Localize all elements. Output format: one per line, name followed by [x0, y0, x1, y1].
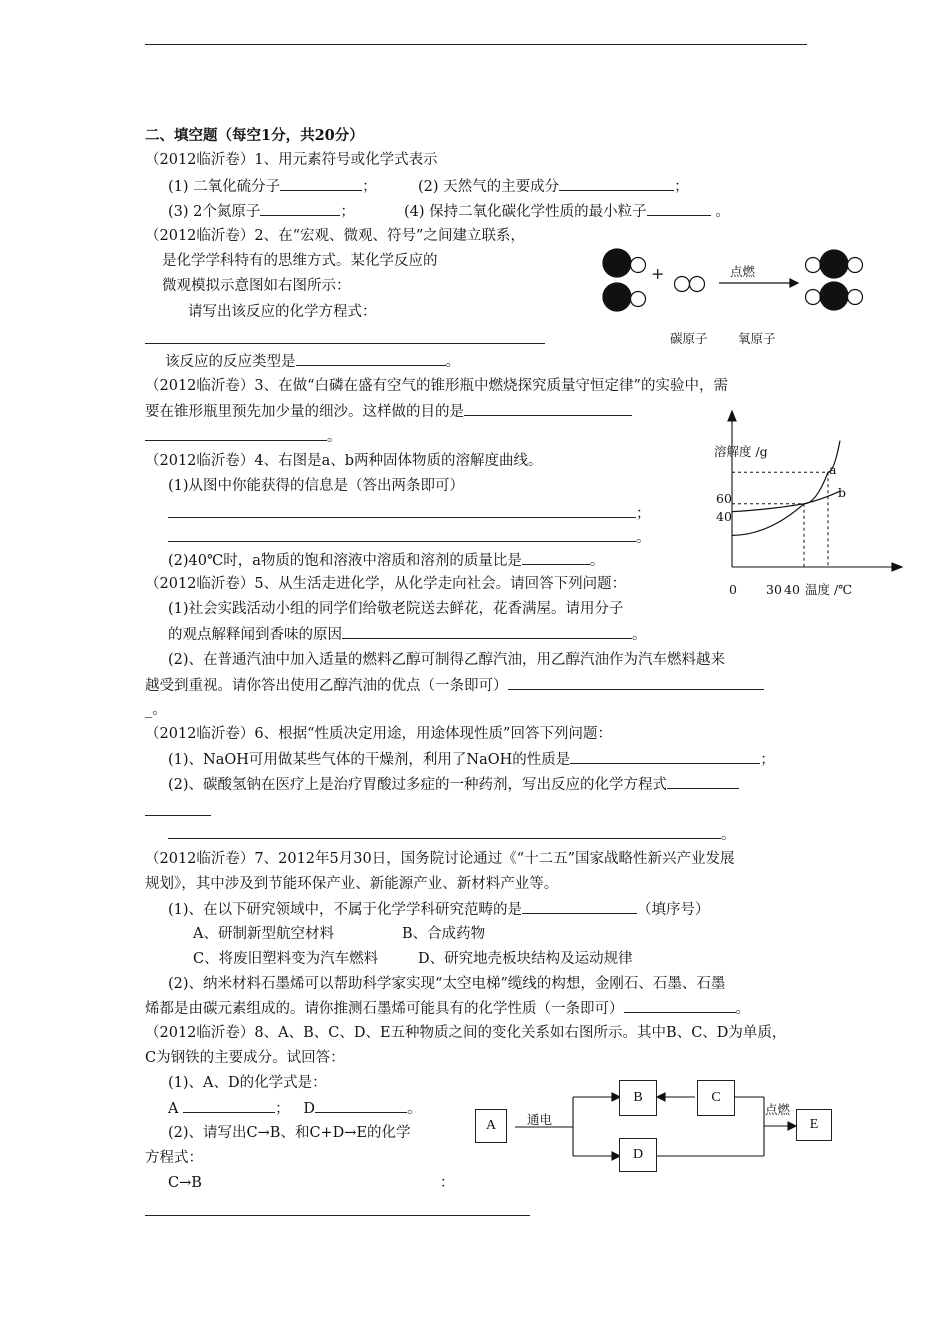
- oxygen-atom: [806, 258, 821, 273]
- q7-option-c: C、将废旧塑料变为汽车燃料: [193, 951, 379, 967]
- carbon-atom: [603, 283, 631, 311]
- q4-line5-tail: 。: [589, 553, 605, 569]
- arrow-to-e: [788, 1122, 796, 1130]
- oxygen-atom: [675, 277, 690, 292]
- legend-oxygen: 氧原子: [738, 331, 776, 346]
- q5-line6: _。: [145, 702, 167, 718]
- q8-line3: (1)、A、D的化学式是：: [168, 1075, 327, 1091]
- q6-blank1[interactable]: [570, 749, 760, 764]
- q6-line3-text: (2)、碳酸氢钠在医疗上是治疗胃酸过多症的一种药剂，写出反应的化学方程式: [168, 777, 668, 793]
- q8-d-label: D: [303, 1101, 316, 1117]
- arrow-c-to-b: [657, 1093, 665, 1101]
- q8-line5: (2)、请写出C→B、和C+D→E的化学: [168, 1125, 411, 1141]
- q7-line3-tail: （填序号）: [637, 902, 710, 918]
- x-tick-0: 0: [729, 582, 737, 597]
- q7-option-b: B、合成药物: [402, 926, 486, 942]
- flow-condition-electrolysis: 通电: [527, 1112, 553, 1127]
- box-a: A: [475, 1109, 507, 1143]
- q6-line2: [168, 749, 775, 770]
- oxygen-atom: [631, 258, 646, 273]
- q3-blank1[interactable]: [464, 401, 632, 416]
- q3-line1: （2012临沂卷）3、在做“白磷在盛有空气的锥形瓶中燃烧探究质量守恒定律”的实验中，需: [145, 378, 728, 394]
- q1-part4-tail: 。: [710, 204, 730, 220]
- q8-blank-a[interactable]: [183, 1098, 275, 1113]
- q5-line3: [168, 624, 647, 645]
- q6-blank2[interactable]: [667, 774, 739, 789]
- q1-blank3[interactable]: [260, 201, 340, 216]
- q6-line2-tail: ；: [760, 752, 775, 768]
- x-tick-40: 40: [784, 582, 800, 597]
- q8-line1: （2012临沂卷）8、A、B、C、D、E五种物质之间的变化关系如右图所示。其中B、C、D为单质，: [145, 1025, 787, 1041]
- q4-blank2[interactable]: [168, 527, 636, 542]
- q6-blank3[interactable]: [145, 815, 211, 816]
- q2-line2: 是化学学科特有的思维方式。某化学反应的: [162, 253, 438, 269]
- box-c: C: [697, 1080, 735, 1116]
- q1-blank4[interactable]: [647, 201, 711, 216]
- q7-line1: （2012临沂卷）7、2012年5月30日，国务院讨论通过《“十二五”国家战略性新兴产业发展: [145, 851, 735, 867]
- y-tick-40: 40: [716, 509, 732, 524]
- q1-part2-tail: ；: [674, 179, 689, 195]
- q3-blank2[interactable]: [145, 426, 327, 441]
- q8-line2: C为钢铁的主要成分。试回答：: [145, 1050, 345, 1066]
- q3-line3: [145, 426, 342, 447]
- q4-blank1[interactable]: [168, 503, 636, 518]
- oxygen-atom: [848, 290, 863, 305]
- q8-line4: [168, 1098, 422, 1119]
- chart-ylabel: 溶解度 /g: [714, 444, 768, 459]
- x-axis-arrow: [892, 563, 902, 571]
- x-tick-30: 30: [766, 582, 782, 597]
- box-b: B: [619, 1080, 657, 1116]
- q7-line6-text: 烯都是由碳元素组成的。请你推测石墨烯可能具有的化学性质（一条即可）: [145, 1001, 624, 1017]
- y-axis-arrow: [728, 411, 736, 421]
- q1-stem: （2012临沂卷）1、用元素符号或化学式表示: [145, 152, 438, 168]
- q2-reaction-type-blank[interactable]: [296, 351, 446, 366]
- reaction-condition: 点燃: [730, 264, 756, 279]
- q1-part1: [168, 176, 377, 197]
- q2-reaction-type-label: 该反应的反应类型是: [165, 354, 296, 370]
- q4-line3: [168, 503, 651, 524]
- q1-part3-tail: ；: [340, 204, 355, 220]
- carbon-atom: [820, 250, 848, 278]
- q3-line2: [145, 401, 632, 422]
- q5-line3-text: 的观点解释闻到香味的原因: [168, 627, 342, 643]
- q2-line4: 请写出该反应的化学方程式：: [188, 304, 377, 320]
- q7-line2: 规划》，其中涉及到节能环保产业、新能源产业、新材料产业等。: [145, 876, 559, 892]
- q3-line2-text: 要在锥形瓶里预先加少量的细沙。这样做的目的是: [145, 404, 464, 420]
- q5-line2: (1)社会实践活动小组的同学们给敬老院送去鲜花，花香满屋。请用分子: [168, 601, 624, 617]
- q1-part3: [168, 201, 355, 222]
- q4-blank3[interactable]: [522, 550, 590, 565]
- q4-line5: [168, 550, 604, 571]
- q5-line4: (2)、在普通汽油中加入适量的燃料乙醇可制得乙醇汽油，用乙醇汽油作为汽车燃料越来: [168, 652, 726, 668]
- q8-a-label: A: [168, 1101, 179, 1117]
- q4-line4-tail: 。: [636, 530, 651, 546]
- series-a-label: a: [829, 462, 837, 477]
- oxygen-atom: [631, 292, 646, 307]
- q1-part3-label: (3) 2个氮原子: [168, 204, 261, 220]
- q1-blank2[interactable]: [559, 176, 674, 191]
- q7-option-a: A、研制新型航空材料: [193, 926, 334, 942]
- header-rule: [145, 44, 807, 45]
- q4-line4: [168, 527, 651, 548]
- reaction-plus-sign: +: [651, 264, 665, 283]
- q1-part2: [418, 176, 689, 197]
- q2-line3: 微观模拟示意图如右图所示：: [162, 278, 351, 294]
- box-e: E: [796, 1109, 832, 1141]
- q6-line3: [168, 774, 739, 795]
- q8-equation-blank[interactable]: [145, 1215, 530, 1216]
- q7-line3: [168, 899, 710, 920]
- legend-carbon: 碳原子: [670, 331, 708, 346]
- q6-blank4[interactable]: [168, 824, 721, 839]
- q1-part1-label: (1) 二氧化硫分子: [168, 179, 281, 195]
- q5-line5: [145, 675, 764, 696]
- oxygen-atom: [848, 258, 863, 273]
- q4-line2: (1)从图中你能获得的信息是（答出两条即可）: [168, 478, 465, 494]
- q7-option-d: D、研究地壳板块结构及运动规律: [418, 951, 633, 967]
- q7-line6-tail: 。: [735, 1001, 750, 1017]
- flow-condition-ignite: 点燃: [765, 1102, 791, 1117]
- y-tick-60: 60: [716, 491, 732, 506]
- q7-blank2[interactable]: [624, 998, 736, 1013]
- q1-part4: [404, 201, 730, 222]
- reaction-arrow-head: [790, 279, 798, 287]
- reaction-diagram: [595, 235, 875, 355]
- q5-blank2[interactable]: [508, 675, 764, 690]
- q7-line6: [145, 998, 750, 1019]
- q8-line4-tail: 。: [407, 1101, 422, 1117]
- q2-line5-tail: 。: [445, 354, 460, 370]
- carbon-atom: [603, 249, 631, 277]
- q4-line1: （2012临沂卷）4、右图是a、b两种固体物质的溶解度曲线。: [145, 453, 543, 469]
- q6-line5-tail: 。: [721, 827, 736, 843]
- q1-part1-tail: ；: [362, 179, 377, 195]
- q5-line1: （2012临沂卷）5、从生活走进化学，从化学走向社会。请回答下列问题：: [145, 576, 627, 592]
- chart-xlabel: 温度 /℃: [805, 582, 853, 597]
- q7-line3-text: (1)、在以下研究领域中，不属于化学学科研究范畴的是: [168, 902, 523, 918]
- q2-line5: [165, 351, 460, 372]
- carbon-atom: [820, 282, 848, 310]
- q7-blank1[interactable]: [522, 899, 637, 914]
- q5-line5-text: 越受到重视。请你答出使用乙醇汽油的优点（一条即可）: [145, 678, 508, 694]
- q8-line7-label: C→B: [168, 1175, 202, 1191]
- section-title: 二、填空题（每空1分，共20分）: [145, 127, 364, 144]
- q6-line1: （2012临沂卷）6、根据“性质决定用途，用途体现性质”回答下列问题：: [145, 726, 612, 742]
- q1-blank1[interactable]: [280, 176, 362, 191]
- q2-equation-blank[interactable]: [145, 343, 545, 344]
- q5-blank1[interactable]: [342, 624, 632, 639]
- q6-line5: [168, 824, 736, 845]
- q4-line5-text: (2)40℃时，a物质的饱和溶液中溶质和溶剂的质量比是: [168, 553, 522, 569]
- q8-blank-d[interactable]: [315, 1098, 407, 1113]
- q5-line3-tail: 。: [632, 627, 647, 643]
- q8-sep: ；: [275, 1101, 290, 1117]
- curve-b: [732, 491, 840, 512]
- q8-line7-colon: ：: [440, 1175, 455, 1191]
- q7-line5: (2)、纳米材料石墨烯可以帮助科学家实现“太空电梯”缆线的构想，金刚石、石墨、石墨: [168, 976, 726, 992]
- oxygen-atom: [690, 277, 705, 292]
- q3-line3-tail: 。: [327, 429, 342, 445]
- box-d: D: [619, 1138, 657, 1172]
- oxygen-atom: [806, 290, 821, 305]
- q6-line2-text: (1)、NaOH可用做某些气体的干燥剂，利用了NaOH的性质是: [168, 752, 571, 768]
- q4-line3-tail: ；: [636, 506, 651, 522]
- q1-part2-label: (2) 天然气的主要成分: [418, 179, 560, 195]
- series-b-label: b: [838, 485, 847, 500]
- q1-part4-label: (4) 保持二氧化碳化学性质的最小粒子: [404, 204, 647, 220]
- q2-stem: （2012临沂卷）2、在“宏观、微观、符号”之间建立联系，: [145, 228, 525, 244]
- q8-line6: 方程式：: [145, 1150, 203, 1166]
